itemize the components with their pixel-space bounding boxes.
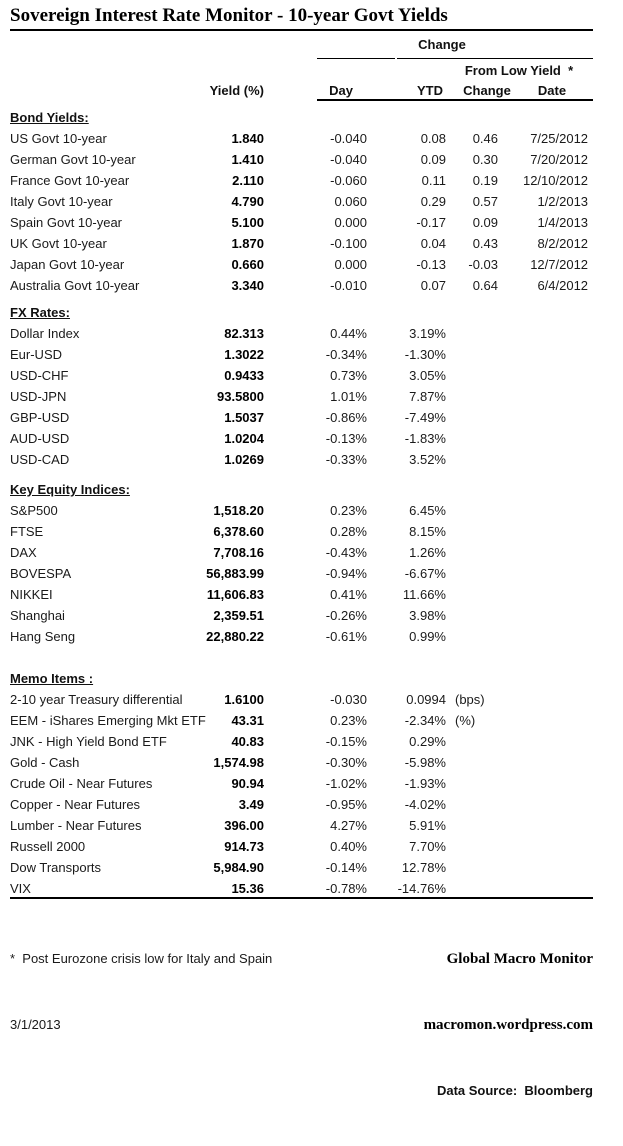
day-change: -0.060: [330, 173, 367, 188]
yield-value: 1.3022: [224, 347, 264, 362]
low-date: 1/4/2013: [537, 215, 589, 230]
low-change: [449, 449, 501, 470]
yield-value: 396.00: [224, 818, 264, 833]
table-row: [0, 170, 590, 191]
sections: [0, 107, 623, 899]
page-title: Sovereign Interest Rate Monitor - 10-year Govt Yields: [10, 5, 448, 26]
yield-value: 1.6100: [224, 692, 264, 707]
day-change: -0.78%: [325, 881, 367, 896]
low-date: 12/7/2012: [530, 257, 589, 272]
table-row: [0, 275, 590, 296]
ytd-change: -4.02%: [404, 797, 446, 812]
low-date: [501, 815, 590, 836]
ytd-change: 0.11: [421, 173, 446, 188]
ytd-change: 6.45%: [409, 503, 446, 518]
ytd-change: 0.07: [420, 278, 446, 293]
low-date: [501, 752, 590, 773]
data-source: Data Source: Bloomberg: [436, 1083, 593, 1098]
table-row: [0, 542, 590, 563]
yield-value: 1.0269: [224, 452, 264, 467]
low-date: 6/4/2012: [537, 278, 589, 293]
section-table: [0, 668, 590, 899]
ytd-change: -0.17: [416, 215, 446, 230]
yield-value: 90.94: [231, 776, 264, 791]
low-change: -0.03: [468, 257, 498, 272]
ytd-change: 0.99%: [409, 629, 446, 644]
yield-value: 1,518.20: [213, 503, 264, 518]
footer: [0, 899, 623, 1146]
unit-note: (bps): [455, 692, 485, 707]
footnote: * Post Eurozone crisis low for Italy and Spain: [10, 951, 273, 966]
low-date: 8/2/2012: [537, 236, 589, 251]
yield-value: 0.660: [231, 257, 264, 272]
table-row: [0, 731, 590, 752]
day-change: -0.86%: [325, 410, 367, 425]
section-heading: FX Rates:: [10, 305, 70, 320]
yield-value: 5,984.90: [213, 860, 264, 875]
row-label: USD-CAD: [10, 452, 70, 467]
ytd-change: 3.05%: [409, 368, 446, 383]
table-row: [0, 773, 590, 794]
table-row: [0, 365, 590, 386]
yield-value: 3.340: [231, 278, 264, 293]
low-change: [449, 857, 501, 878]
row-label: JNK - High Yield Bond ETF: [10, 734, 167, 749]
row-label: Copper - Near Futures: [10, 797, 141, 812]
table-row: [0, 857, 590, 878]
low-date: 12/10/2012: [522, 173, 589, 188]
day-change: 0.41%: [330, 587, 367, 602]
low-date: 7/20/2012: [530, 152, 589, 167]
section-heading-row: [0, 302, 590, 323]
day-change: -0.040: [330, 131, 367, 146]
yield-value: 1.870: [231, 236, 264, 251]
low-date: [501, 407, 590, 428]
table-row: [0, 212, 590, 233]
day-change: -1.02%: [325, 776, 367, 791]
section-table: [0, 107, 590, 296]
row-label: EEM - iShares Emerging Mkt ETF: [10, 713, 206, 728]
low-date: 7/25/2012: [530, 131, 589, 146]
section-heading: Key Equity Indices:: [10, 482, 130, 497]
table-row: [0, 521, 590, 542]
low-date: [501, 689, 590, 710]
low-date: [501, 428, 590, 449]
low-change: [449, 626, 501, 647]
yield-value: 2.110: [232, 173, 264, 188]
ytd-change: 3.98%: [409, 608, 446, 623]
yield-value: 1.410: [231, 152, 264, 167]
day-change: 0.000: [334, 257, 367, 272]
day-change: -0.30%: [325, 755, 367, 770]
table-row: [0, 149, 590, 170]
row-label: German Govt 10-year: [10, 152, 136, 167]
table-row: [0, 710, 590, 731]
row-label: Japan Govt 10-year: [10, 257, 125, 272]
table-row: [0, 407, 590, 428]
table-row: [0, 128, 590, 149]
low-date: [501, 500, 590, 521]
yield-value: 1.5037: [224, 410, 264, 425]
header-day-rule: [317, 58, 395, 59]
low-change: 0.19: [472, 173, 498, 188]
row-label: Dollar Index: [10, 326, 80, 341]
low-date: [501, 878, 590, 899]
low-date: [501, 542, 590, 563]
ytd-change: -14.76%: [397, 881, 446, 896]
table-row: [0, 344, 590, 365]
row-label: BOVESPA: [10, 566, 72, 581]
low-change: [449, 542, 501, 563]
row-label: NIKKEI: [10, 587, 53, 602]
day-change: 0.44%: [330, 326, 367, 341]
header-col-change: Change: [463, 83, 511, 98]
table-row: [0, 500, 590, 521]
table-row: [0, 836, 590, 857]
yield-value: 3.49: [238, 797, 264, 812]
header-col-ytd: YTD: [417, 83, 443, 98]
day-change: 0.73%: [330, 368, 367, 383]
header-col-yield: Yield (%): [209, 83, 264, 98]
low-change: [449, 836, 501, 857]
row-label: UK Govt 10-year: [10, 236, 107, 251]
footer-left: [0, 904, 272, 1146]
table-row: [0, 254, 590, 275]
low-date: [501, 365, 590, 386]
yield-value: 6,378.60: [213, 524, 264, 539]
low-change: [449, 794, 501, 815]
day-change: -0.94%: [325, 566, 367, 581]
table-row: [0, 689, 590, 710]
day-change: -0.010: [330, 278, 367, 293]
day-change: -0.34%: [325, 347, 367, 362]
report-date: 3/1/2013: [10, 1017, 61, 1032]
yield-value: 1.0204: [224, 431, 264, 446]
ytd-change: 5.91%: [409, 818, 446, 833]
low-change: 0.09: [472, 215, 498, 230]
low-change: [449, 386, 501, 407]
day-change: -0.95%: [325, 797, 367, 812]
row-label: DAX: [10, 545, 37, 560]
table-row: [0, 752, 590, 773]
row-label: AUD-USD: [10, 431, 70, 446]
header-from-low-group: From Low Yield *: [464, 63, 574, 78]
table-row: [0, 878, 590, 899]
ytd-change: -1.30%: [404, 347, 446, 362]
ytd-change: 0.08: [420, 131, 446, 146]
low-date: [501, 344, 590, 365]
row-label: 2-10 year Treasury differential: [10, 692, 183, 707]
row-label: GBP-USD: [10, 410, 70, 425]
day-change: 4.27%: [330, 818, 367, 833]
low-change: [449, 500, 501, 521]
table-row: [0, 191, 590, 212]
ytd-change: -1.93%: [404, 776, 446, 791]
low-date: [501, 710, 590, 731]
table-row: [0, 794, 590, 815]
day-change: 0.23%: [330, 713, 367, 728]
section-heading-row: [0, 668, 590, 689]
day-change: 0.060: [334, 194, 367, 209]
ytd-change: 3.19%: [409, 326, 446, 341]
ytd-change: 12.78%: [401, 860, 446, 875]
low-change: [449, 407, 501, 428]
yield-value: 15.36: [231, 881, 264, 896]
low-date: [501, 836, 590, 857]
yield-value: 56,883.99: [206, 566, 264, 581]
day-change: -0.040: [330, 152, 367, 167]
brand-site: macromon.wordpress.com: [423, 1017, 593, 1033]
low-change: [449, 428, 501, 449]
header-change-group: Change: [418, 37, 466, 52]
yield-value: 2,359.51: [213, 608, 264, 623]
low-change: [449, 521, 501, 542]
low-change: [449, 365, 501, 386]
ytd-change: 11.66%: [402, 587, 446, 602]
row-label: Lumber - Near Futures: [10, 818, 142, 833]
table-row: [0, 605, 590, 626]
row-label: FTSE: [10, 524, 44, 539]
low-date: [501, 563, 590, 584]
header-col-date: Date: [537, 83, 567, 98]
low-date: [501, 857, 590, 878]
table-row: [0, 563, 590, 584]
yield-value: 40.83: [231, 734, 264, 749]
yield-value: 5.100: [231, 215, 264, 230]
ytd-change: 8.15%: [409, 524, 446, 539]
header-col-day: Day: [329, 83, 353, 98]
low-date: [501, 449, 590, 470]
ytd-change: 0.29%: [409, 734, 446, 749]
yield-value: 93.5800: [217, 389, 264, 404]
footer-right: [424, 904, 623, 1146]
low-date: [501, 794, 590, 815]
day-change: 1.01%: [330, 389, 367, 404]
brand-name: Global Macro Monitor: [446, 951, 593, 967]
low-change: [449, 815, 501, 836]
row-label: Eur-USD: [10, 347, 63, 362]
row-label: Spain Govt 10-year: [10, 215, 123, 230]
table-row: [0, 233, 590, 254]
section-heading: Memo Items :: [10, 671, 94, 686]
low-change: [449, 773, 501, 794]
row-label: Shanghai: [10, 608, 65, 623]
day-change: -0.26%: [325, 608, 367, 623]
day-change: -0.43%: [325, 545, 367, 560]
ytd-change: 0.09: [420, 152, 446, 167]
yield-value: 4.790: [231, 194, 264, 209]
low-date: [501, 731, 590, 752]
section-heading: Bond Yields:: [10, 110, 89, 125]
table-row: [0, 428, 590, 449]
low-date: [501, 626, 590, 647]
row-label: S&P500: [10, 503, 58, 518]
day-change: 0.28%: [330, 524, 367, 539]
low-change: [449, 323, 501, 344]
day-change: 0.000: [334, 215, 367, 230]
low-change: 0.46: [472, 131, 498, 146]
low-change: 0.43: [472, 236, 498, 251]
low-change: 0.64: [472, 278, 498, 293]
low-date: [501, 323, 590, 344]
low-date: [501, 386, 590, 407]
row-label: USD-JPN: [10, 389, 67, 404]
low-change: [449, 878, 501, 899]
low-date: [501, 521, 590, 542]
ytd-change: -5.98%: [404, 755, 446, 770]
day-change: -0.33%: [325, 452, 367, 467]
row-label: USD-CHF: [10, 368, 69, 383]
yield-value: 43.31: [231, 713, 264, 728]
day-change: -0.13%: [325, 431, 367, 446]
row-label: Dow Transports: [10, 860, 102, 875]
ytd-change: 0.0994: [406, 692, 446, 707]
ytd-change: 0.04: [420, 236, 446, 251]
row-label: Hang Seng: [10, 629, 76, 644]
table-row: [0, 584, 590, 605]
row-label: France Govt 10-year: [10, 173, 130, 188]
ytd-change: 0.29: [420, 194, 446, 209]
day-change: 0.40%: [330, 839, 367, 854]
low-change: [449, 605, 501, 626]
low-change: 0.30: [472, 152, 498, 167]
day-change: -0.14%: [325, 860, 367, 875]
ytd-change: 1.26%: [409, 545, 446, 560]
row-label: Russell 2000: [10, 839, 86, 854]
yield-value: 0.9433: [224, 368, 264, 383]
yield-value: 7,708.16: [213, 545, 264, 560]
day-change: -0.030: [330, 692, 367, 707]
low-change: 0.57: [472, 194, 498, 209]
section-table: [0, 302, 590, 470]
low-change: [449, 752, 501, 773]
row-label: US Govt 10-year: [10, 131, 107, 146]
day-change: 0.23%: [330, 503, 367, 518]
unit-note: (%): [455, 713, 476, 728]
yield-value: 11,606.83: [206, 587, 264, 602]
table-row: [0, 815, 590, 836]
row-label: VIX: [10, 881, 31, 896]
ytd-change: 3.52%: [409, 452, 446, 467]
header-change-rule: [397, 58, 593, 59]
table-row: [0, 626, 590, 647]
ytd-change: -0.13: [416, 257, 446, 272]
low-date: 1/2/2013: [537, 194, 589, 209]
row-label: Crude Oil - Near Futures: [10, 776, 153, 791]
day-change: -0.61%: [325, 629, 367, 644]
header-bottom-rule: [317, 99, 593, 101]
row-label: Australia Govt 10-year: [10, 278, 140, 293]
row-label: Gold - Cash: [10, 755, 80, 770]
table-row: [0, 323, 590, 344]
section-heading-row: [0, 107, 590, 128]
table-row: [0, 449, 590, 470]
low-change: [449, 731, 501, 752]
section-table: [0, 479, 590, 647]
ytd-change: -7.49%: [404, 410, 446, 425]
ytd-change: -1.83%: [404, 431, 446, 446]
day-change: -0.15%: [325, 734, 367, 749]
low-change: [449, 563, 501, 584]
table-row: [0, 386, 590, 407]
ytd-change: 7.87%: [409, 389, 446, 404]
yield-value: 1,574.98: [213, 755, 264, 770]
section-heading-row: [0, 479, 590, 500]
table-header: [0, 31, 623, 102]
yield-value: 82.313: [224, 326, 264, 341]
ytd-change: -2.34%: [404, 713, 446, 728]
day-change: -0.100: [330, 236, 367, 251]
low-date: [501, 584, 590, 605]
low-date: [501, 605, 590, 626]
row-label: Italy Govt 10-year: [10, 194, 113, 209]
ytd-change: -6.67%: [404, 566, 446, 581]
yield-value: 22,880.22: [206, 629, 264, 644]
low-change: [449, 584, 501, 605]
low-date: [501, 773, 590, 794]
yield-value: 914.73: [224, 839, 264, 854]
low-change: [449, 344, 501, 365]
ytd-change: 7.70%: [409, 839, 446, 854]
yield-value: 1.840: [231, 131, 264, 146]
